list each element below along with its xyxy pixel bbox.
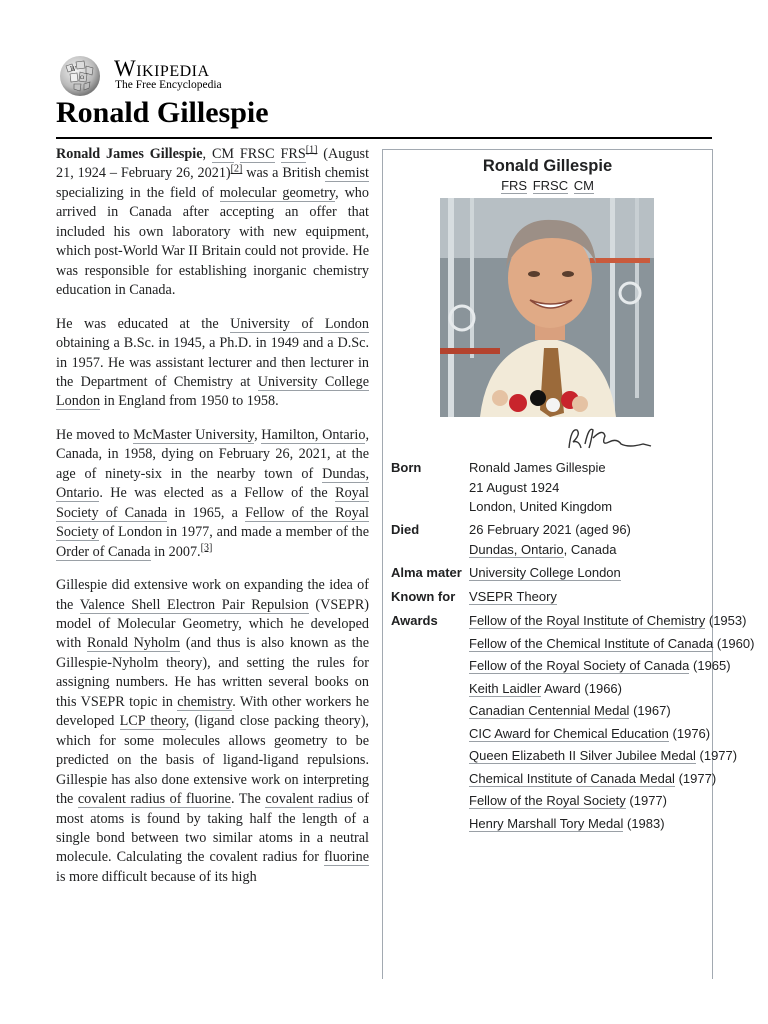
paragraph-education (56, 315, 369, 412)
svg-text:Ω: Ω (80, 75, 85, 81)
link-university-college-london[interactable]: University College London (56, 373, 369, 410)
link-frsc[interactable]: FRSC (239, 146, 275, 162)
award-item (469, 791, 705, 811)
title-divider (56, 137, 712, 139)
text-span: (and thus is also known as the Gillespie-Nyholm theory), and setting the rules for assigning numbers. He has written several books on this VSEPR topic in (56, 635, 369, 710)
link-frsc-postnominal[interactable]: FRSC (532, 178, 569, 193)
award-year: (1976) (668, 725, 711, 741)
award-link[interactable]: Henry Marshall Tory Medal (469, 815, 624, 831)
citation-1[interactable]: [1] (305, 144, 318, 156)
link-fluorine[interactable]: fluorine (324, 849, 369, 866)
text-span: , (202, 146, 212, 162)
link-vsepr-theory[interactable]: VSEPR Theory (469, 589, 557, 604)
subject-name: Ronald James Gillespie (56, 146, 203, 162)
signature-image (563, 420, 655, 458)
award-year: (1960) (713, 635, 755, 651)
link-royal-society-of-canada[interactable]: Royal Society of Canada (56, 485, 369, 521)
link-chemist[interactable]: chemist (324, 165, 369, 182)
award-year: (1977) (695, 748, 738, 763)
link-vsepr[interactable]: Valence Shell Electron Pair Repulsion (79, 596, 309, 613)
paragraph-career (56, 426, 369, 562)
text-span: is more difficult because of its high (56, 868, 257, 885)
citation-2[interactable]: [2] (230, 163, 243, 175)
paragraph-research (56, 576, 369, 887)
born-date: 21 August 1924 (469, 479, 560, 495)
link-frs-postnominal[interactable]: FRS (501, 178, 528, 193)
paragraph-intro (56, 145, 369, 301)
link-order-of-canada[interactable]: Order of Canada (56, 543, 151, 560)
svg-text:W: W (70, 66, 77, 73)
page-title: Ronald Gillespie (56, 96, 269, 129)
text-span: He was educated at the (56, 315, 231, 332)
award-link[interactable]: Fellow of the Royal Institute of Chemistry (469, 613, 706, 628)
link-lcp-theory[interactable]: LCP theory (119, 713, 186, 730)
infobox-post-nominals (383, 178, 712, 193)
awards-label: Awards (391, 613, 438, 628)
link-covalent-radius-of-fluorine[interactable]: covalent radius of fluorine (77, 791, 231, 808)
text-span: obtaining a B.Sc. in 1945, a Ph.D. in 1949 and a D.Sc. in 1957. He was assistant lecturer and then lecturer in the Department of Chemistry at (56, 335, 369, 390)
award-item (469, 679, 705, 699)
link-covalent-radius[interactable]: covalent radius (265, 791, 353, 808)
link-frs[interactable]: FRS (280, 146, 306, 162)
link-died-dundas-ontario[interactable]: Dundas, Ontario (469, 541, 564, 557)
awards-list (469, 611, 755, 836)
link-fellow-of-the-royal-society[interactable]: Fellow of the Royal Society (56, 504, 369, 541)
wikipedia-globe-icon[interactable] (56, 54, 104, 98)
link-alma-mater[interactable]: University College London (469, 565, 621, 580)
infobox-title: Ronald Gillespie (482, 157, 613, 175)
died-label: Died (391, 522, 420, 537)
award-item (469, 814, 705, 834)
text-span: He moved to (56, 426, 134, 443)
text-span: of London in 1977, and made a member of the (98, 524, 369, 541)
infobox (382, 149, 755, 979)
text-span: (August 21, 1924 – February 26, 2021) (56, 146, 370, 182)
award-item (469, 769, 717, 789)
award-link[interactable]: Chemical Institute of Canada Medal (469, 770, 675, 786)
text-span: (VSEPR) model of Molecular Geometry, which he developed with (56, 596, 370, 652)
text-span: . He was elected as a Fellow of the (99, 485, 336, 502)
text-span: . The (230, 791, 266, 808)
link-dundas-ontario[interactable]: Dundas, Ontario (56, 465, 369, 502)
award-link[interactable]: CIC Award for Chemical Education (469, 725, 669, 741)
link-chemistry[interactable]: chemistry (177, 693, 233, 710)
born-value (469, 458, 709, 517)
alma-mater-label: Alma mater (391, 565, 462, 580)
award-item (469, 746, 738, 766)
wikipedia-header (56, 54, 356, 98)
wikipedia-tagline: The Free Encyclopedia (115, 79, 222, 91)
link-molecular-geometry[interactable]: molecular geometry (219, 184, 336, 201)
award-year: (1977) (674, 770, 717, 786)
award-link[interactable]: Fellow of the Chemical Institute of Canada (469, 635, 714, 651)
portrait-photo[interactable] (440, 198, 654, 417)
award-link[interactable]: Fellow of the Royal Society of Canada (469, 658, 690, 673)
alma-mater-value (469, 563, 709, 583)
died-place (469, 540, 709, 560)
text-span: , (254, 426, 262, 443)
award-year: (1965) (689, 658, 731, 673)
text-span: in 2007. (150, 543, 201, 560)
award-link[interactable]: Keith Laidler (469, 680, 542, 696)
text-span: Gillespie did extensive work on expanding the idea of the (56, 577, 369, 613)
link-ronald-nyholm[interactable]: Ronald Nyholm (86, 635, 181, 652)
award-year: (1953) (705, 613, 747, 628)
award-item (469, 634, 755, 654)
born-label: Born (391, 460, 422, 475)
link-cm[interactable]: CM (211, 146, 235, 162)
text-span: specializing in the field of (56, 184, 220, 201)
link-cm-postnominal[interactable]: CM (573, 178, 594, 193)
died-place-country: , Canada (563, 541, 617, 557)
text-span: was a British (242, 165, 325, 182)
born-name: Ronald James Gillespie (469, 460, 606, 475)
link-mcmaster-university[interactable]: McMaster University (133, 426, 255, 443)
award-link[interactable]: Fellow of the Royal Society (469, 793, 626, 808)
born-place: London, United Kingdom (469, 499, 613, 514)
award-year: Award (1966) (541, 680, 622, 696)
text-span: of most atoms is found by taking half the length of a single bond between two similar atoms in a neutral molecule. Calculating the covalent radius for (56, 791, 369, 866)
award-item (469, 701, 705, 721)
award-item (469, 656, 731, 676)
died-value (469, 520, 709, 559)
died-date: 26 February 2021 (aged 96) (469, 522, 631, 537)
award-year: (1967) (629, 703, 671, 718)
citation-3[interactable]: [3] (200, 541, 213, 553)
article-body (56, 145, 369, 901)
text-span: , (ligand close packing theory), which for some molecules allows geometry to be predicted on the basis of ligand-ligand repulsions. Gillespie has also done extensive work on interpreting the (56, 713, 369, 808)
link-hamilton-ontario[interactable]: Hamilton, Ontario (261, 426, 366, 443)
known-for-value (469, 587, 709, 607)
award-year: (1983) (623, 815, 665, 831)
text-span: in 1965, a (167, 504, 246, 521)
text-span: in England from 1950 to 1958. (100, 393, 279, 410)
award-item (469, 724, 711, 744)
wikipedia-wordmark[interactable]: Wikipedia (114, 56, 210, 81)
text-span: , who arrived in Canada after accepting an offer that included his own laboratory with new equipment, which post-World War II Britain could not provide. He was responsible for establishing inorganic chemistry education in Canada. (56, 184, 369, 299)
text-span: , Canada, in 1958, dying on February 26, 2021, at the age of ninety-six in the nearby town of (56, 426, 369, 482)
link-university-of-london[interactable]: University of London (230, 315, 369, 332)
known-for-label: Known for (391, 589, 456, 604)
text-span: . With other workers he developed (56, 693, 369, 730)
award-year: (1977) (625, 793, 667, 808)
award-link[interactable]: Queen Elizabeth II Silver Jubilee Medal (469, 748, 696, 763)
award-link[interactable]: Canadian Centennial Medal (469, 703, 630, 718)
award-item (469, 611, 747, 631)
